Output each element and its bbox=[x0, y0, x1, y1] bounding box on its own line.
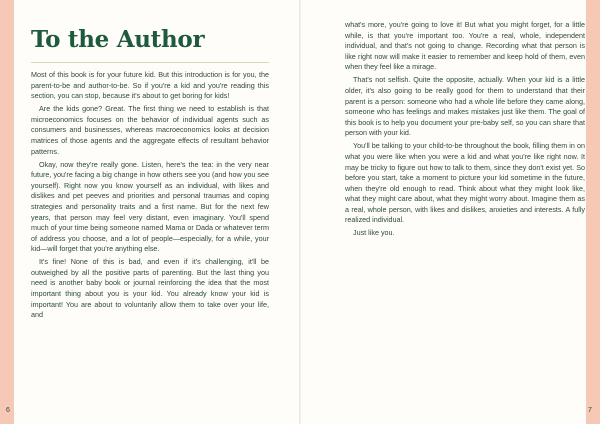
left-page-body bbox=[31, 70, 269, 323]
chapter-title: To the Author bbox=[31, 26, 205, 53]
page-number-left: 6 bbox=[6, 407, 10, 414]
left-paragraph: Most of this book is for your future kid. But this introduction is for you, the parent-to-be and author-to-be. So if you're a kid and you're reading this section, you can stop, because it's about to get boring for kids! bbox=[31, 70, 269, 101]
right-paragraph: That's not selfish. Quite the opposite, actually. When your kid is a little older, it's also going to be really good for them to understand that their parent is a person: someone who had a whole life before they came along, someone who has feelings and makes mistakes just like them. The goal of this book is to help you document your pre-baby self, so you can share that person with your kid. bbox=[345, 75, 585, 138]
title-underline-rule bbox=[31, 62, 269, 63]
right-paragraph: what's more, you're going to love it! But what you might forget, for a little while, is that you're important too. You're a real, whole, independent individual, and that's not going to change. Recording what that person is like right now will make it easier to remember and keep hold of them, even when they feel like a mirage. bbox=[345, 20, 585, 72]
left-paragraph: It's fine! None of this is bad, and even if it's challenging, it'll be outweighed by all the positive parts of parenting. But the last thing you need is another baby book or journal reinforcing the idea that the most important thing about you is your kid. You already know your kid is important! You are about to voluntarily allow them to take over your life, and bbox=[31, 257, 269, 320]
left-paragraph: Are the kids gone? Great. The first thing we need to establish is that microeconomics focuses on the behavior of individual agents such as consumers and businesses, whereas macroeconomics looks at decision matrices of those agents and the aggregate effects of resultant behavior patterns. bbox=[31, 104, 269, 156]
right-paragraph: You'll be talking to your child-to-be throughout the book, filling them in on what you were like when you were a kid and what you're like right now. It may be tricky to figure out how to talk to them, since they don't exist yet. So before you start, take a moment to picture your kid sometime in the future, when they're old enough to read. Think about what they might look like, what they might care about, what they might worry about. Imagine them as a real, whole person, with likes and dislikes, anxieties and interests. A fully realized individual. bbox=[345, 141, 585, 225]
book-gutter bbox=[299, 0, 301, 424]
right-paragraph: Just like you. bbox=[353, 228, 395, 238]
page-number-right: 7 bbox=[588, 407, 592, 414]
right-page-body bbox=[345, 20, 585, 241]
left-paragraph: Okay, now they're really gone. Listen, here's the tea: in the very near future, you're facing a big change in how others see you (and how you see yourself). Right now you know yourself as an individual, with likes and dislikes and pet peeves and priorities and personal traumas and coping strategies and personality traits and a first name. But for the next few years, that person may feel very distant, even imaginary. You'll spend much of your time being someone named Mama or Dada or whatever term of address you choose, and a lot of people—especially, for a while, your kid—will forget that you're anything else. bbox=[31, 159, 269, 254]
